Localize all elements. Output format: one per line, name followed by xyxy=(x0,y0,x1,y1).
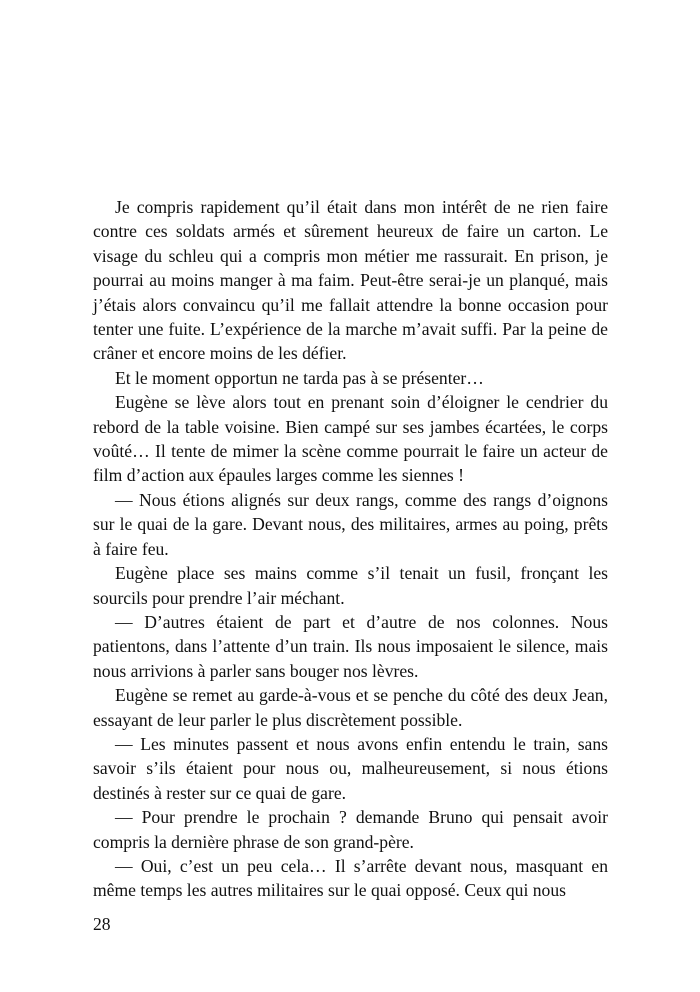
paragraph: — Pour prendre le prochain ? demande Bruno qui pensait avoir compris la dernière phrase de son grand-père. xyxy=(93,807,608,852)
paragraph: Je compris rapidement qu’il était dans mon intérêt de ne rien faire contre ces soldats armés et sûrement heureux de faire un carton. Le visage du schleu qui a compris mon métier me rassurait. En prison, je pourrai au moins manger à ma faim. Peut-être serai-je un planqué, mais j’étais alors convaincu qu’il me fallait attendre la bonne occasion pour tenter une fuite. L’expérience de la marche m’avait suffi. Par la peine de crâner et encore moins de les défier. xyxy=(93,197,608,364)
paragraph: — D’autres étaient de part et d’autre de nos colonnes. Nous patientons, dans l’attente d’un train. Ils nous imposaient le silence, mais nous arrivions à parler sans bouger nos lèvres. xyxy=(93,611,608,681)
paragraph: Eugène se lève alors tout en prenant soin d’éloigner le cendrier du rebord de la table voisine. Bien campé sur ses jambes écartées, le corps voûté… Il tente de mimer la scène comme pourrait le faire un acteur de film d’action aux épaules larges comme les siennes ! xyxy=(93,392,608,486)
page-number: 28 xyxy=(93,914,111,934)
paragraph: — Les minutes passent et nous avons enfin entendu le train, sans savoir s’ils étaient pour nous ou, malheureusement, si nous étions destinés à rester sur ce quai de gare. xyxy=(93,733,608,803)
paragraph: Eugène se remet au garde-à-vous et se penche du côté des deux Jean, essayant de leur parler le plus discrètement possible. xyxy=(93,685,608,730)
body-text xyxy=(93,195,608,903)
paragraph: Et le moment opportun ne tarda pas à se présenter… xyxy=(115,367,484,388)
paragraph: Eugène place ses mains comme s’il tenait un fusil, fronçant les sourcils pour prendre l’air méchant. xyxy=(93,563,608,608)
paragraph: — Nous étions alignés sur deux rangs, comme des rangs d’oignons sur le quai de la gare. Devant nous, des militaires, armes au poing, prêts à faire feu. xyxy=(93,489,608,559)
paragraph: — Oui, c’est un peu cela… Il s’arrête devant nous, masquant en même temps les autres militaires sur le quai opposé. Ceux qui nous xyxy=(93,855,608,901)
